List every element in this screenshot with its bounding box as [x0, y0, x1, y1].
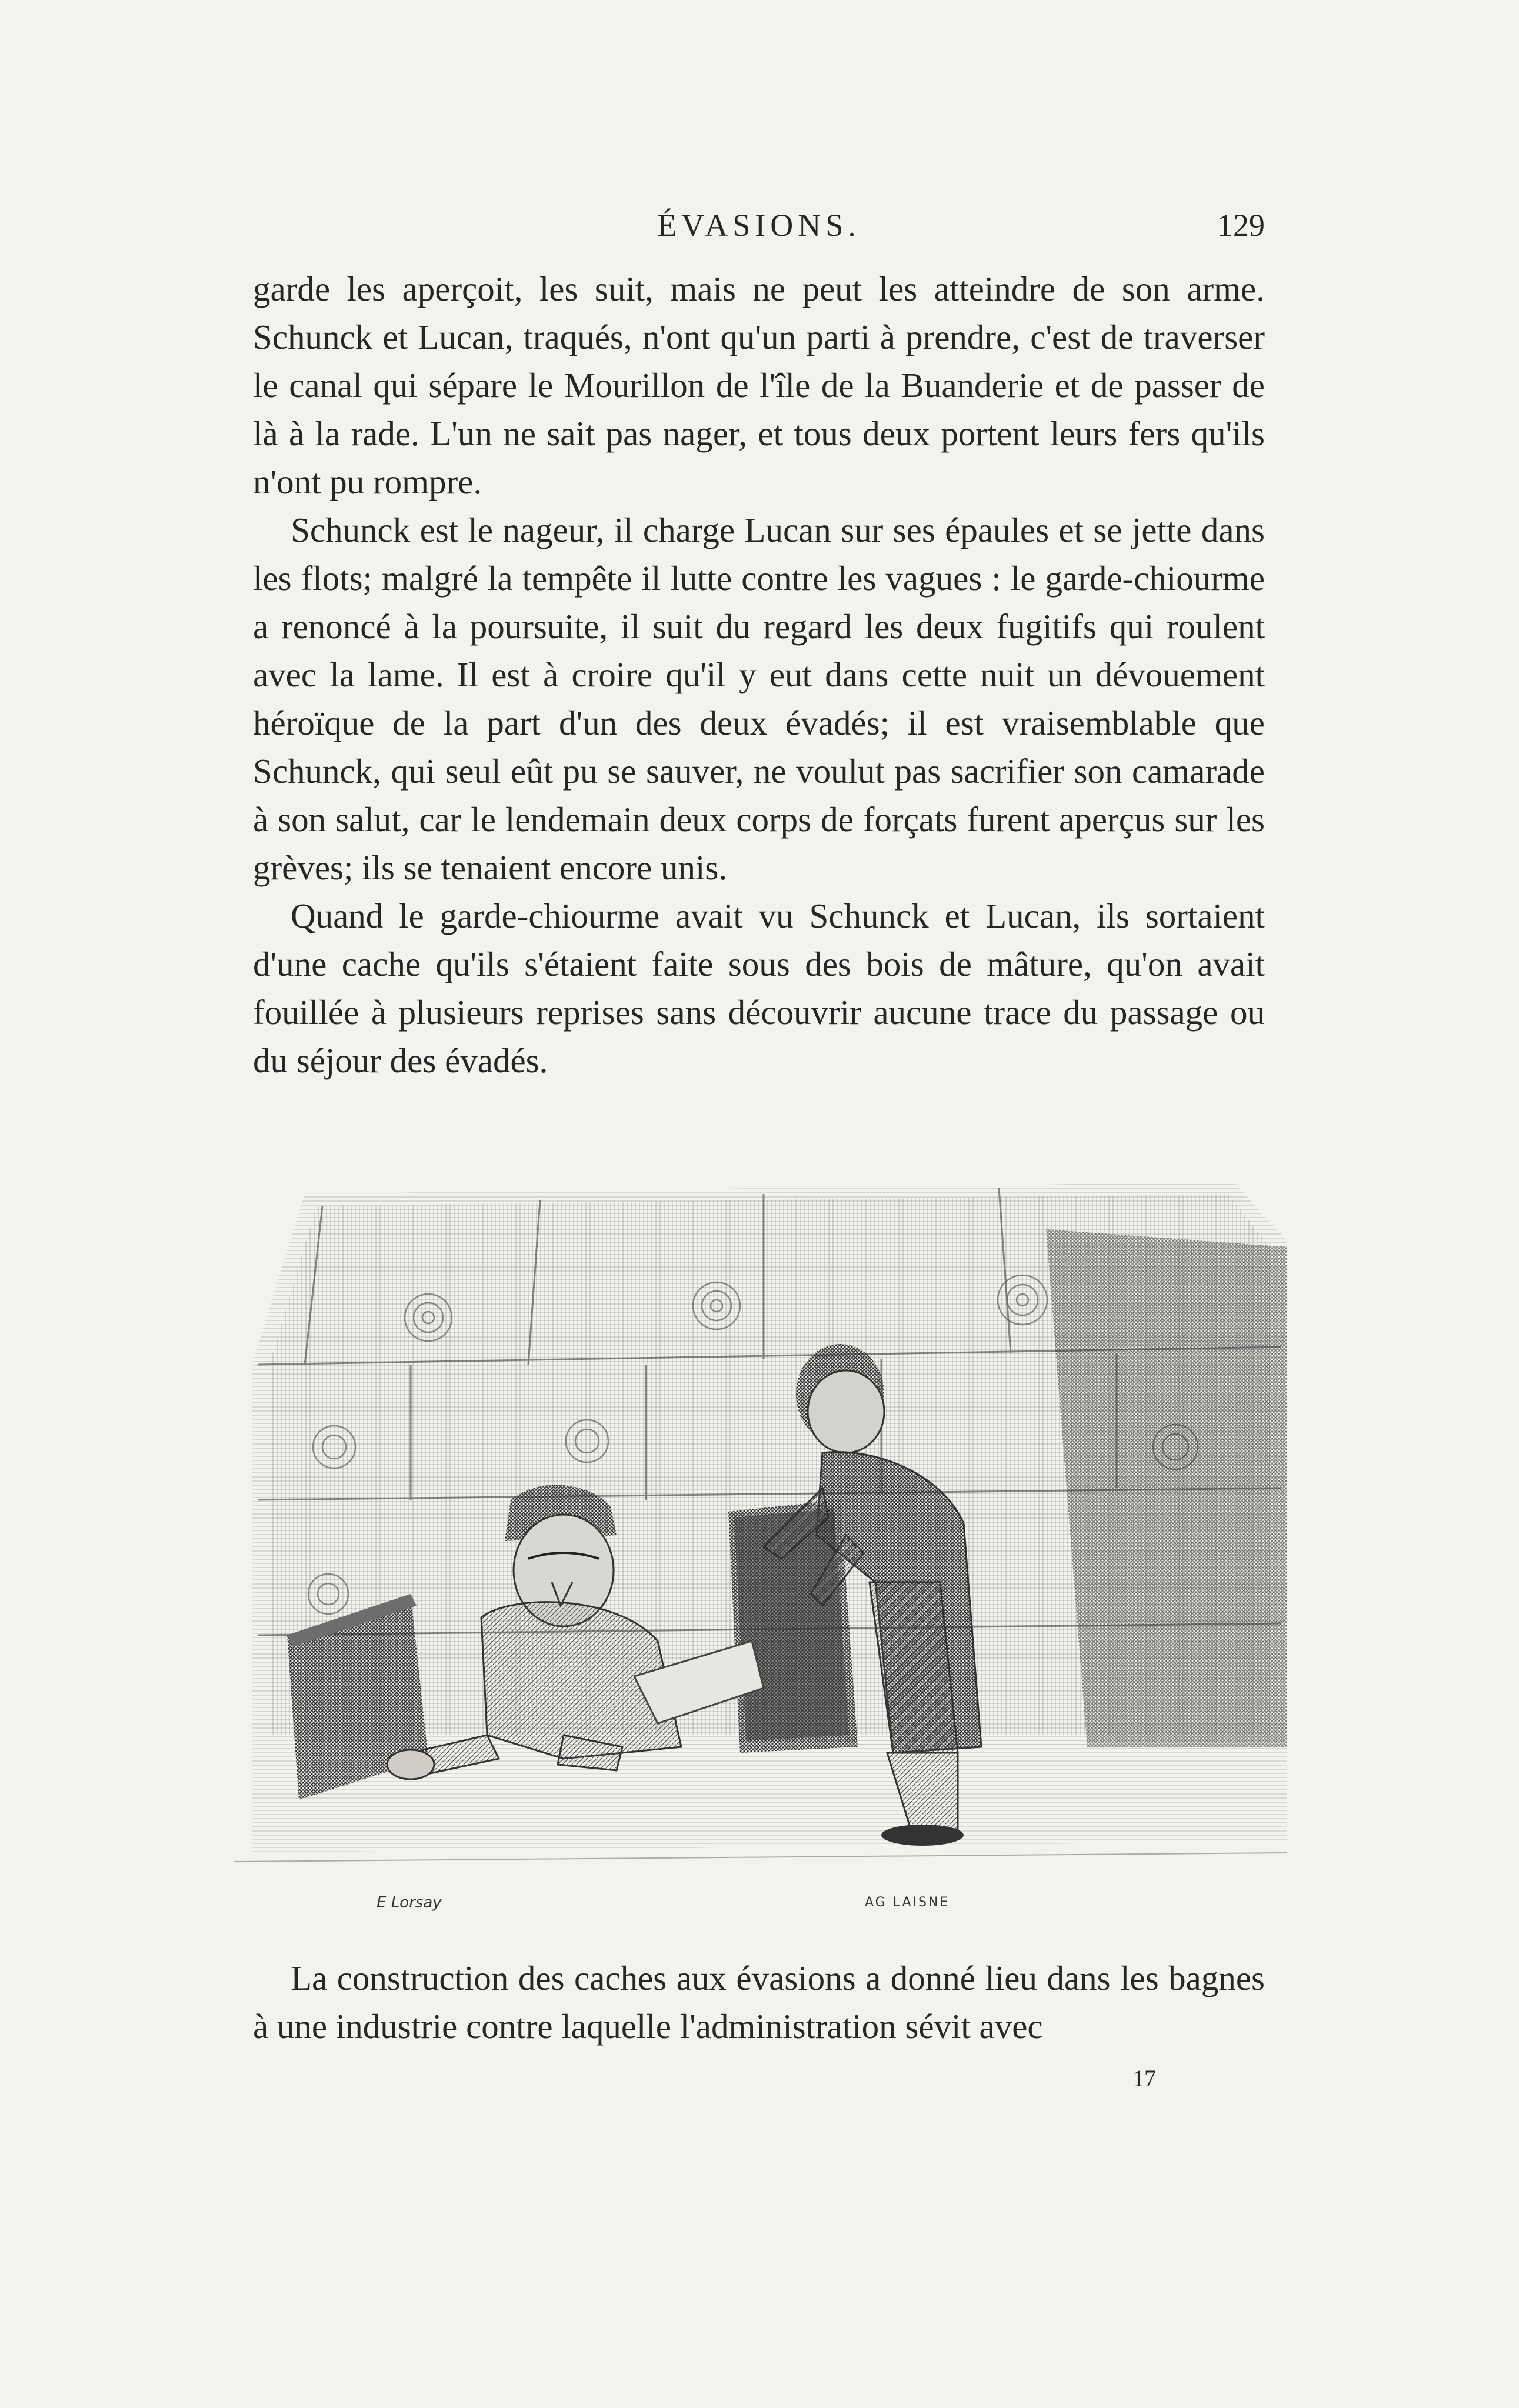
engraver-signature-left: E Lorsay [377, 1894, 442, 1912]
running-title: ÉVASIONS. [657, 208, 861, 243]
page-number: 129 [1217, 208, 1265, 243]
engraving-illustration [234, 1170, 1287, 1920]
paragraph: La construction des caches aux évasions a donné lieu dans les bagnes à une industrie contre laquelle l'administration sévit avec [253, 1959, 1265, 2046]
paragraph: garde les aperçoit, les suit, mais ne peut les atteindre de son arme. Schunck et Lucan, traqués, n'ont qu'un parti à prendre, c'est de traverser le canal qui sépare le Mourillon de l'île de la Buanderie et de passer de là à la rade. L'un ne sait pas nager, et tous deux portent leurs fers qu'ils n'ont pu rompre. [253, 269, 1265, 501]
running-head [253, 207, 1265, 248]
signature-mark: 17 [1132, 2065, 1156, 2092]
text-block-top [253, 265, 1265, 1085]
paragraph: Schunck est le nageur, il charge Lucan sur ses épaules et se jette dans les flots; malgré la tempête il lutte contre les vagues : le garde-chiourme a renoncé à la poursuite, il suit du regard les deux fugitifs qui roulent avec la lame. Il est à croire qu'il y eut dans cette nuit un dévouement héroïque de la part d'un des deux évadés; il est vraisemblable que Schunck, qui seul eût pu se sauver, ne voulut pas sacrifier son camarade à son salut, car le lendemain deux corps de forçats furent aperçus sur les grèves; ils se tenaient encore unis. [253, 511, 1265, 887]
engraver-signature-right: AG LAISNE [865, 1895, 950, 1910]
text-block-bottom [253, 1954, 1265, 2050]
engraving-image [234, 1170, 1287, 1920]
paragraph: Quand le garde-chiourme avait vu Schunck et Lucan, ils sortaient d'une cache qu'ils s'étaient faite sous des bois de mâture, qu'on avait fouillée à plusieurs reprises sans découvrir aucune trace du passage ou du séjour des évadés. [253, 896, 1265, 1080]
